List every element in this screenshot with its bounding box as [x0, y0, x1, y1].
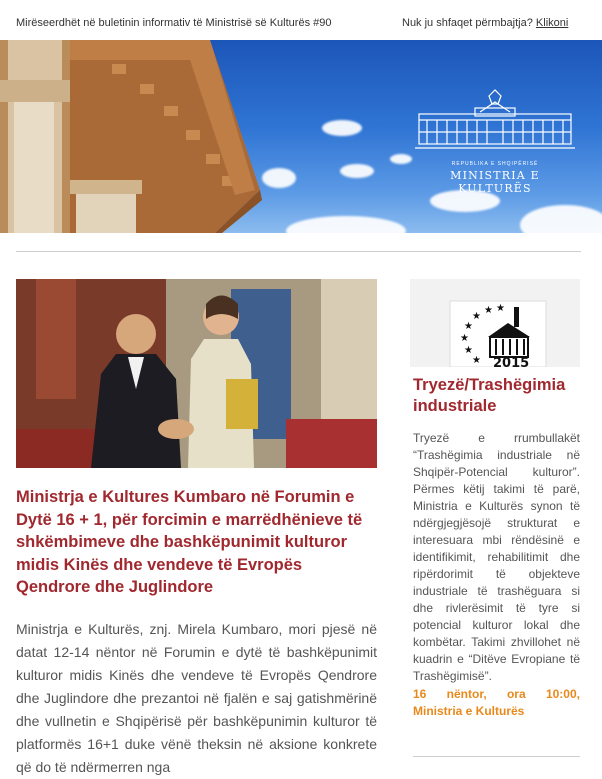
ministry-logo [415, 88, 575, 195]
side-article-title[interactable]: Tryezë/Trashëgimia industriale [413, 376, 566, 415]
badge-year: 2015 [493, 356, 530, 367]
no-view-text: Nuk ju shfaqet përmbajtja? [402, 17, 533, 29]
svg-text:★: ★ [464, 345, 473, 356]
svg-text:★: ★ [464, 321, 473, 332]
article-title[interactable]: Ministrja e Kultures Kumbaro në Forumin e Dytë 16 + 1, për forcimin e marrëdhënieve të shkëmbimeve dhe bashkëpunimit kulturor midis Kinës dhe vendeve të Evropës Qendrore dhe Juglindore [16, 488, 363, 596]
welcome-text: Mirëseerdhët në buletinin informativ të Ministrisë së Kulturës #90 [16, 17, 332, 29]
svg-text:★: ★ [484, 305, 493, 316]
heritage-days-logo [410, 279, 580, 367]
svg-text:★: ★ [496, 303, 505, 314]
top-bar [0, 0, 602, 40]
logo-republic-text: REPUBLIKA E SHQIPËRISË [451, 161, 539, 167]
svg-text:★: ★ [472, 311, 481, 322]
logo-ministry-text: MINISTRIA E KULTURËS [450, 169, 540, 195]
hero-banner [0, 40, 602, 233]
no-view-notice [402, 17, 568, 29]
svg-text:★: ★ [472, 355, 481, 366]
divider [16, 251, 581, 252]
meeting-photo [16, 279, 377, 468]
ministry-building-icon [415, 88, 575, 154]
side-article-body: Tryezë e rrumbullakët “Trashëgimia industriale në Shqipër-Potencial kulturor”. Përmes këtij takimi të parë, Ministria e Kulturës synon të ndërgjegjësojë strukturat e interesuara mbi rëndësinë e identifikimit, rehabilitimit dhe ripërdorimit të objekteve industriale të trashëguara si dhe rivlerësimit të tyre si potencial kulturor lokal dhe kombëtar. Takimi zhvillohet në kuadrin e “Ditëve Evropiane të Trashëgimisë”. [413, 431, 580, 683]
svg-text:★: ★ [460, 333, 469, 344]
article-photo[interactable] [16, 279, 377, 468]
side-article-date: 16 nëntor, ora 10:00, Ministria e Kulturës [413, 687, 580, 718]
view-online-link[interactable]: Klikoni [535, 17, 569, 29]
article-body: Ministrja e Kulturës, znj. Mirela Kumbaro, mori pjesë në datat 12-14 nëntor në Forumin e dytë të bashkëpunimit kulturor midis Kinës dhe vendeve të Evropës Qendrore dhe Juglindore dhe prezantoi në fjalën e saj gatishmërinë dhe vullnetin e Shqipërisë për bashkëpunimin kulturor të platformës 16+1 duke vënë theksin në aksione konkrete që do të ndërmerren nga [16, 621, 377, 775]
divider [413, 756, 580, 757]
side-article-image[interactable] [410, 279, 580, 367]
